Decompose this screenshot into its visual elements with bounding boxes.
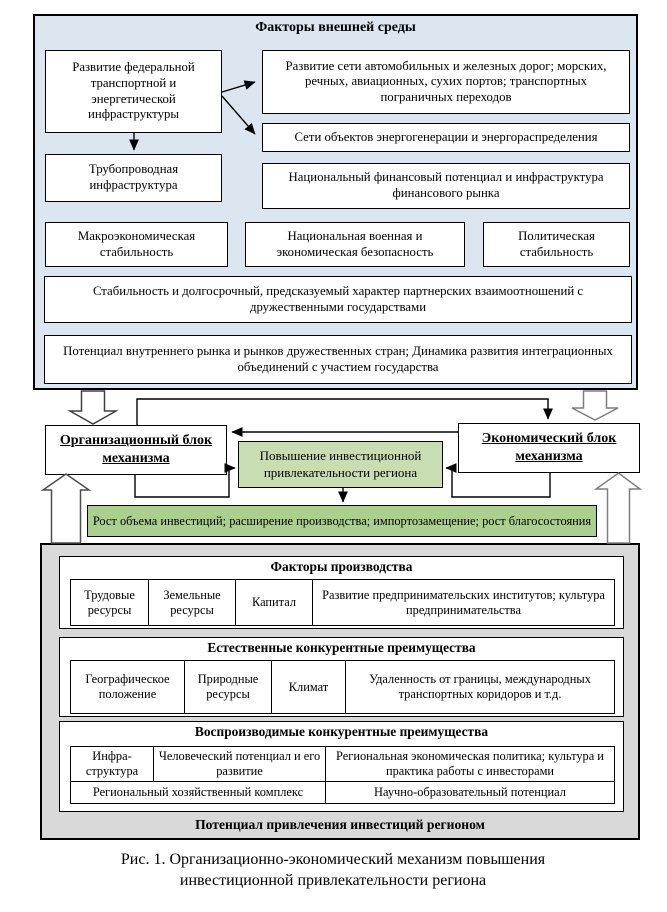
section-production-factors xyxy=(59,556,624,629)
box-organizational-block xyxy=(45,425,227,475)
production-factors-title: Факторы производства xyxy=(270,559,413,574)
bar-investment-growth: Рост объема инвестиций; расширение производства; импортозамещение; рост благосостояния xyxy=(87,505,597,537)
natural-advantages-title: Естественные конкурентные преимущества xyxy=(207,640,476,655)
table-cell: Природные ресурсы xyxy=(184,661,271,713)
box-macro-stability: Макроэкономическая стабильность xyxy=(45,222,228,267)
table-cell: Земельные ресурсы xyxy=(148,580,235,625)
economic-block-label: Экономический блок механизма xyxy=(481,430,617,464)
table-cell: Инфра-структура xyxy=(85,749,139,778)
box-national-security: Национальная военная и экономическая безопасность xyxy=(245,222,465,267)
block-arrow-external-to-org xyxy=(70,391,116,424)
table-cell: Климат xyxy=(271,661,345,713)
section-natural-advantages xyxy=(59,637,624,717)
block-arrow-external-to-econ xyxy=(572,391,618,420)
section-reproducible-advantages xyxy=(59,721,624,812)
table-cell: Человеческий потенциал и его развитие xyxy=(153,747,325,781)
box-political-stability: Политическая стабильность xyxy=(483,222,630,267)
table-cell: Развитие предпринимательских институтов; культура предпринимательства xyxy=(312,580,614,625)
box-internal-market-potential: Потенциал внутреннего рынка и рынков дружественных стран; Динамика развития интеграционных объединений с участием государства xyxy=(44,335,632,384)
box-pipeline-infrastructure: Трубопроводная инфраструктура xyxy=(45,154,222,202)
organizational-block-label: Организационный блок механизма xyxy=(59,432,213,466)
block-arrow-potential-to-org xyxy=(43,474,89,543)
box-roads-ports: Развитие сети автомобильных и железных дорог; морских, речных, авиационных, сухих портов; транспортных пограничных переходов xyxy=(262,50,630,114)
arrow-org-to-econ xyxy=(137,399,548,425)
table-cell: Научно-образовательный потенциал xyxy=(325,782,614,803)
table-cell: Географическое положение xyxy=(85,672,170,701)
box-federal-infrastructure: Развитие федеральной транспортной и энергетической инфраструктуры xyxy=(45,50,222,133)
table-cell: Региональная экономическая политика; культура и практика работы с инвесторами xyxy=(325,747,614,781)
box-economic-block xyxy=(458,423,640,473)
reproducible-advantages-title: Воспроизводимые конкурентные преимущества xyxy=(194,724,489,739)
natural-advantages-table xyxy=(70,660,615,714)
box-energy-networks: Сети объектов энергогенерации и энергораспределения xyxy=(262,123,630,152)
table-cell: Трудовые ресурсы xyxy=(84,587,135,617)
box-investment-attractiveness: Повышение инвестиционной привлекательности региона xyxy=(238,441,443,488)
table-cell: Региональный хозяйственный комплекс xyxy=(92,785,304,800)
figure-caption: Рис. 1. Организационно-экономический механизм повышения инвестиционной привлекательности региона xyxy=(120,851,546,890)
box-partnership-stability: Стабильность и долгосрочный, предсказуемый характер партнерских взаимоотношений с дружественными государствами xyxy=(44,276,632,323)
production-factors-table xyxy=(70,579,615,626)
table-cell: Капитал xyxy=(235,580,312,625)
box-financial-potential: Национальный финансовый потенциал и инфраструктура финансового рынка xyxy=(262,163,630,209)
reproducible-advantages-table xyxy=(70,746,615,804)
table-cell: Удаленность от границы, международных транспортных коридоров и т.д. xyxy=(345,661,614,713)
block-arrow-potential-to-econ xyxy=(596,473,640,543)
investment-potential-footer: Потенциал привлечения инвестиций регионом xyxy=(195,817,485,832)
external-factors-title: Факторы внешней среды xyxy=(255,20,416,35)
